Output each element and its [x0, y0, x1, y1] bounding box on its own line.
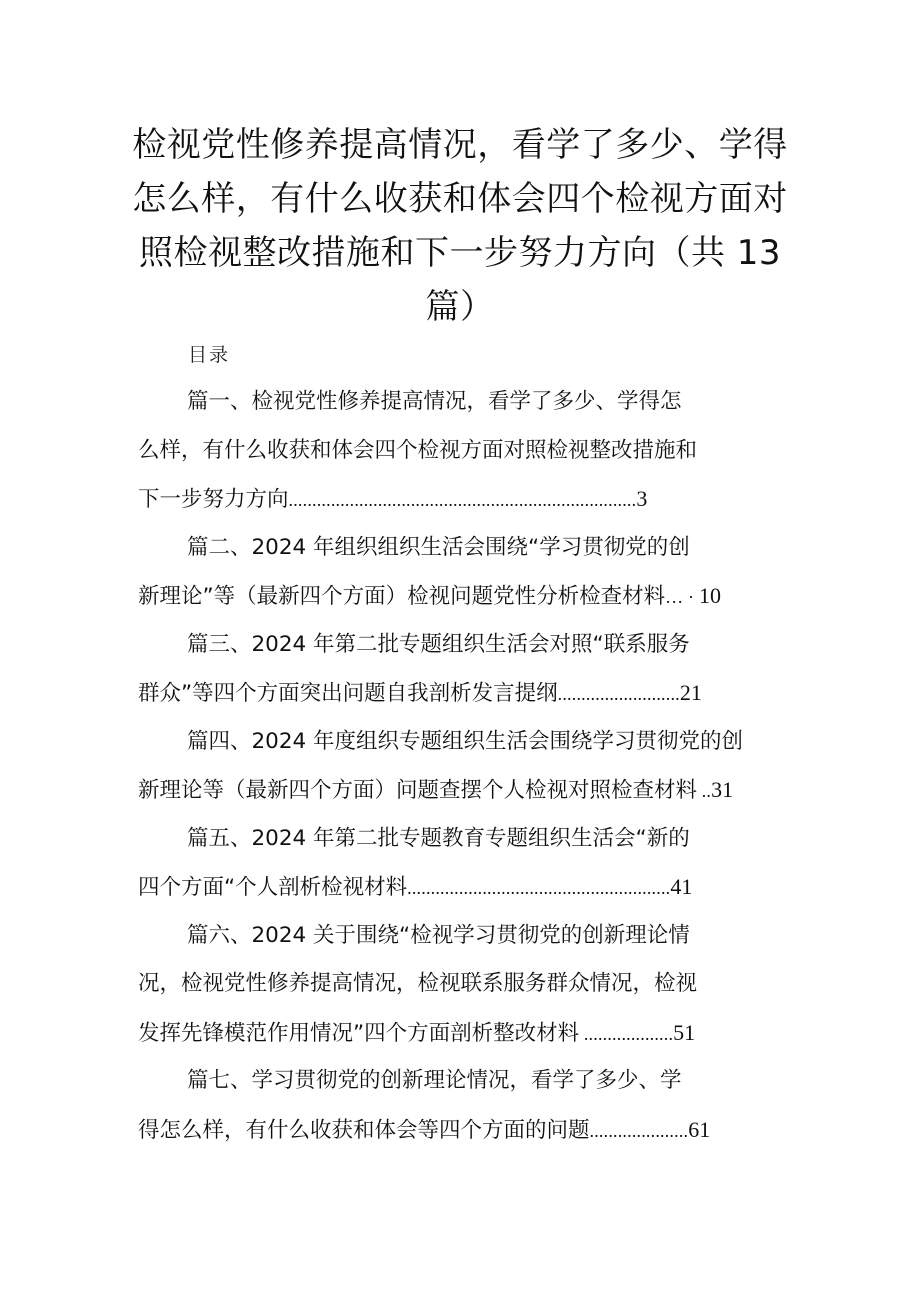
- toc-entry-line: [138, 718, 798, 767]
- toc-leader-dots: .....................: [589, 1120, 689, 1141]
- toc-entry-line: [138, 1106, 798, 1155]
- toc-entry-line: [138, 912, 798, 961]
- toc-entry-line: [138, 669, 798, 718]
- toc-page-number: 31: [711, 777, 734, 802]
- toc-entry-text: 篇七、学习贯彻党的创新理论情况，看学了多少、学: [187, 1068, 682, 1093]
- toc-entry-line: [138, 621, 798, 670]
- toc-entry-text: 篇四、2024 年度组织专题组织生活会围绕学习贯彻党的创: [187, 728, 744, 754]
- toc-entry-text: 况，检视党性修养提高情况，检视联系服务群众情况，检视: [138, 971, 698, 996]
- toc-entry-text: 篇三、2024 年第二批专题组织生活会对照“联系服务: [187, 631, 690, 657]
- title-line-4: 篇）: [425, 287, 495, 327]
- document-title: [120, 118, 800, 334]
- toc-entry-text: 篇六、2024 关于围绕“检视学习贯彻党的创新理论情: [187, 922, 690, 948]
- toc-entry-line: [138, 863, 798, 912]
- toc-page-number: 10: [698, 583, 721, 608]
- toc-leader-dots: … ·: [665, 587, 699, 607]
- toc-entry-line: [138, 378, 798, 427]
- toc-entry-line: [138, 427, 798, 476]
- toc-leader-dots: ..: [697, 781, 712, 801]
- table-of-contents: [138, 378, 798, 1154]
- toc-entry[interactable]: [138, 524, 798, 621]
- toc-entry-text: 下一步努力方向: [138, 487, 289, 512]
- toc-entry-text: 篇二、2024 年组织组织生活会围绕“学习贯彻党的创: [187, 534, 690, 560]
- toc-page-number: 3: [636, 486, 648, 511]
- toc-leader-dots: ..........................: [557, 684, 680, 704]
- toc-entry-text: 群众”等四个方面突出问题自我剖析发言提纲: [138, 681, 558, 706]
- toc-heading: 目录: [188, 344, 231, 366]
- toc-page-number: 51: [673, 1019, 696, 1045]
- toc-entry[interactable]: [138, 815, 798, 912]
- toc-page-number: 41: [670, 874, 693, 899]
- toc-entry[interactable]: [138, 621, 798, 718]
- title-line-1: 检视党性修养提高情况，看学了多少、学得: [132, 125, 788, 165]
- toc-entry[interactable]: [138, 378, 798, 524]
- toc-entry-line: [138, 1057, 798, 1106]
- toc-entry-line: [138, 766, 798, 815]
- title-line-3: 照检视整改措施和下一步努力方向（共 13: [138, 233, 782, 273]
- toc-entry[interactable]: [138, 718, 798, 815]
- toc-entry-line: [138, 1009, 798, 1058]
- toc-entry-text: 发挥先锋模范作用情况”四个方面剖析整改材料: [138, 1020, 580, 1046]
- toc-leader-dots: ..........................................................................: [288, 490, 637, 510]
- toc-entry-text: 新理论”等（最新四个方面）检视问题党性分析检查材料: [138, 584, 666, 609]
- toc-entry-text: 新理论等（最新四个方面）问题查摆个人检视对照检查材料: [138, 778, 698, 803]
- toc-entry[interactable]: [138, 912, 798, 1058]
- toc-entry-text: 篇五、2024 年第二批专题教育专题组织生活会“新的: [187, 825, 690, 851]
- toc-leader-dots: ...................: [579, 1023, 674, 1044]
- toc-entry-text: 篇一、检视党性修养提高情况，看学了多少、学得怎: [187, 389, 682, 414]
- toc-entry-line: [138, 960, 798, 1009]
- toc-entry-line: [138, 572, 798, 621]
- toc-entry[interactable]: [138, 1057, 798, 1154]
- toc-entry-text: 么样，有什么收获和体会四个检视方面对照检视整改措施和: [138, 437, 698, 463]
- toc-page-number: 61: [688, 1116, 711, 1142]
- toc-entry-text: 得怎么样，有什么收获和体会等四个方面的问题: [138, 1117, 590, 1143]
- toc-entry-line: [138, 815, 798, 864]
- title-line-2: 怎么样，有什么收获和体会四个检视方面对: [132, 179, 788, 219]
- toc-entry-line: [138, 475, 798, 524]
- toc-entry-text: 四个方面“个人剖析检视材料: [138, 875, 408, 900]
- toc-page-number: 21: [679, 680, 702, 705]
- toc-leader-dots: ........................................................: [407, 878, 671, 898]
- toc-entry-line: [138, 524, 798, 573]
